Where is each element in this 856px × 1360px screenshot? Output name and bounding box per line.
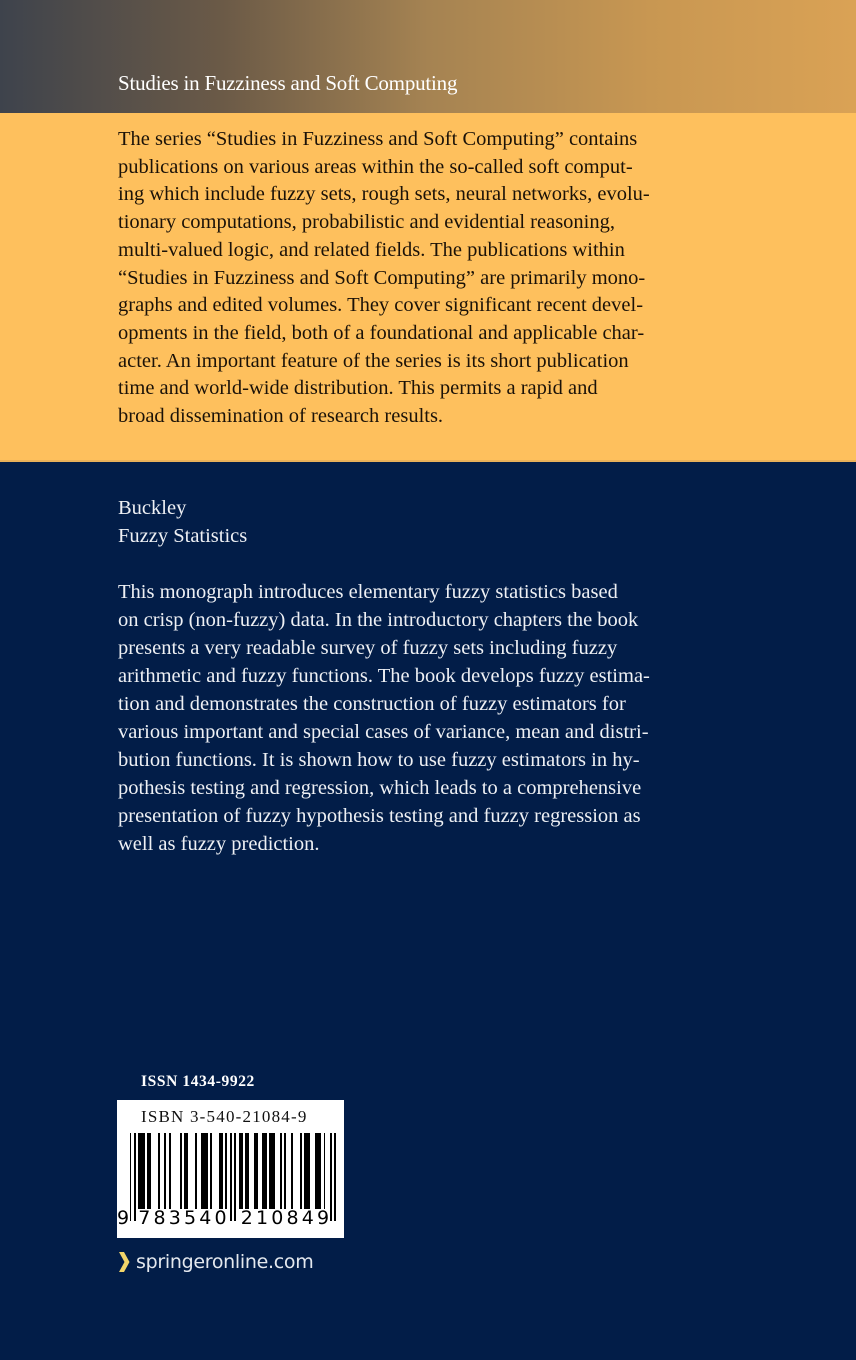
series-description-line: tionary computations, probabilistic and evidential reasoning,	[118, 211, 616, 234]
barcode-digit: 7	[138, 1207, 151, 1229]
barcode-bar	[195, 1133, 197, 1209]
barcode-digit: 0	[271, 1207, 284, 1229]
barcode-digits	[117, 1207, 344, 1233]
barcode-digit: 3	[168, 1207, 181, 1229]
author-and-title	[118, 494, 247, 550]
barcode-bar	[254, 1133, 258, 1209]
barcode-bar	[269, 1133, 275, 1209]
barcode-bar	[304, 1133, 310, 1209]
isbn-label: ISBN 3-540-21084-9	[141, 1107, 308, 1126]
chevron-right-icon	[118, 1251, 130, 1273]
barcode-bar	[291, 1133, 293, 1209]
barcode-bar	[201, 1133, 207, 1209]
barcode-bar	[324, 1133, 326, 1209]
barcode-bar	[245, 1133, 249, 1209]
book-description-line: well as fuzzy prediction.	[118, 833, 320, 855]
series-description-band	[0, 113, 856, 462]
series-description-line: multi-valued logic, and related fields. The publications within	[118, 238, 625, 261]
book-description-line: various important and special cases of variance, mean and distri-	[118, 721, 649, 743]
barcode-bar	[210, 1133, 212, 1209]
series-description-line: opments in the field, both of a foundational and applicable char-	[118, 321, 645, 344]
issn-label: ISSN 1434-9922	[141, 1073, 255, 1090]
barcode-bar	[225, 1133, 227, 1209]
series-description-line: time and world-wide distribution. This permits a rapid and	[118, 377, 598, 400]
series-description-line: broad dissemination of research results.	[118, 405, 444, 428]
barcode-bar	[300, 1133, 302, 1209]
series-description-line: acter. An important feature of the series is its short publication	[118, 349, 629, 372]
book-description	[118, 578, 650, 858]
barcode-bar	[239, 1133, 243, 1209]
series-title: Studies in Fuzziness and Soft Computing	[118, 71, 458, 95]
cover-header-band	[0, 0, 856, 113]
barcode-bar	[219, 1133, 223, 1209]
book-description-line: pothesis testing and regression, which leads to a comprehensive	[118, 777, 642, 799]
book-description-line: bution functions. It is shown how to use fuzzy estimators in hy-	[118, 749, 640, 771]
series-description-line: graphs and edited volumes. They cover significant recent devel-	[118, 294, 644, 317]
springer-website-link[interactable]	[118, 1249, 313, 1275]
barcode-digit: 9	[317, 1207, 330, 1229]
barcode-bar	[180, 1133, 182, 1209]
series-description-line: “Studies in Fuzziness and Soft Computing” are primarily mono-	[118, 266, 646, 289]
barcode-digit: 0	[214, 1207, 227, 1229]
book-description-line: arithmetic and fuzzy functions. The book develops fuzzy estima-	[118, 665, 650, 687]
book-description-line: presents a very readable survey of fuzzy sets including fuzzy	[118, 637, 618, 659]
barcode-digit: 4	[199, 1207, 212, 1229]
barcode-bar	[169, 1133, 171, 1209]
barcode-digit: 9	[117, 1207, 130, 1229]
book-title: Fuzzy Statistics	[118, 525, 248, 547]
barcode-digit: 8	[153, 1207, 166, 1229]
barcode-bar	[147, 1133, 151, 1209]
book-description-line: tion and demonstrates the construction of fuzzy estimators for	[118, 693, 626, 715]
barcode-digit: 5	[184, 1207, 197, 1229]
barcode-digit: 4	[301, 1207, 314, 1229]
barcode-bar	[138, 1133, 144, 1209]
barcode-bar	[315, 1133, 321, 1209]
series-description-line: publications on various areas within the so-called soft comput-	[118, 155, 633, 178]
series-description-line: The series “Studies in Fuzziness and Soft Computing” contains	[118, 128, 638, 150]
series-description	[118, 126, 650, 431]
barcode-bar	[184, 1133, 188, 1209]
barcode-digit: 1	[256, 1207, 269, 1229]
springer-website-text: springeronline.com	[136, 1251, 314, 1273]
barcode-bar	[158, 1133, 160, 1209]
barcode-digit: 8	[286, 1207, 299, 1229]
barcode-bar	[164, 1133, 166, 1209]
barcode-digit: 2	[240, 1207, 253, 1229]
isbn-barcode	[117, 1100, 344, 1238]
book-description-line: on crisp (non-fuzzy) data. In the introductory chapters the book	[118, 609, 639, 631]
book-description-line: presentation of fuzzy hypothesis testing and fuzzy regression as	[118, 805, 641, 827]
barcode-bar	[280, 1133, 282, 1209]
barcode-bar	[284, 1133, 286, 1209]
barcode-bar	[262, 1133, 266, 1209]
series-description-line: ing which include fuzzy sets, rough sets, neural networks, evolu-	[118, 183, 650, 206]
book-description-line: This monograph introduces elementary fuzzy statistics based	[118, 581, 618, 603]
author-name: Buckley	[118, 497, 187, 519]
